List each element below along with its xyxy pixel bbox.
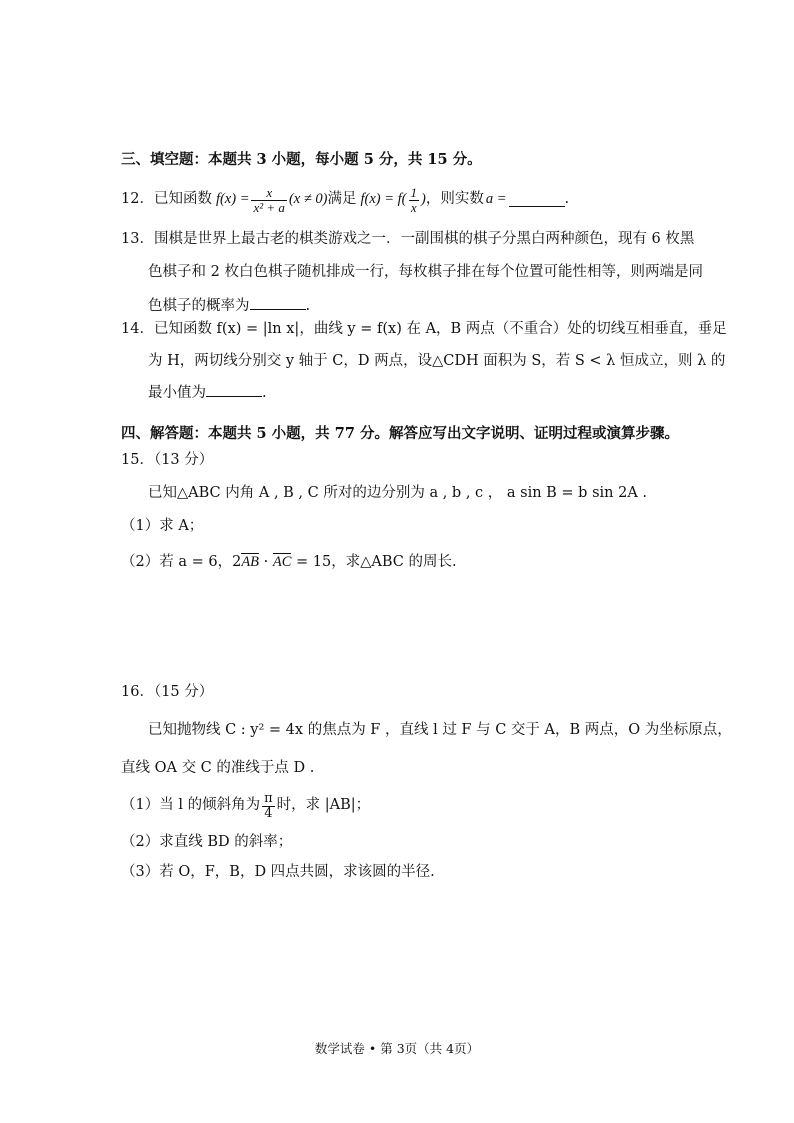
q14-line-3-text: 最小值为 (148, 385, 206, 401)
q15-dot: · (259, 554, 273, 570)
question-12 (121, 182, 569, 218)
q12-eq-denominator: x (410, 199, 417, 215)
q13-line-3 (148, 297, 310, 315)
section-4-header: 四、解答题：本题共 5 小题，共 77 分。解答应写出文字说明、证明过程或演算步骤。 (121, 425, 679, 442)
q12-variable: a = (485, 191, 507, 208)
q14-line-1: 14．已知函数 f(x) = |ln x|，曲线 y = f(x) 在 A，B 两点（不重合）处的切线互相垂直，垂足 (121, 321, 727, 337)
q12-fraction-numerator: x (266, 184, 273, 200)
q14-line-3 (148, 384, 267, 402)
q16-fraction-denominator: 4 (264, 805, 273, 821)
q16-part-1 (121, 788, 370, 824)
q16-part-3: （3）若 O，F，B，D 四点共圆，求该圆的半径. (121, 864, 435, 880)
q16-part-2: （2）求直线 BD 的斜率； (121, 834, 293, 850)
q16-heading: 16．（15 分） (121, 684, 214, 700)
q13-end: . (305, 298, 311, 314)
q12-text-2: 满足 (327, 191, 357, 208)
q12-answer-blank (509, 194, 565, 207)
q12-end: . (564, 191, 570, 208)
q16-stem-line-1: 已知抛物线 C : y² = 4x 的焦点为 F ，直线 l 过 F 与 C 交于 A，B 两点，O 为坐标原点， (148, 722, 732, 738)
q15-heading: 15．（13 分） (121, 452, 214, 468)
q12-equation-rhs: ) (421, 191, 426, 208)
section-3-header: 三、填空题：本题共 3 小题，每小题 5 分，共 15 分。 (121, 151, 482, 168)
q13-line-2: 色棋子和 2 枚白色棋子随机排成一行，每枚棋子排在每个位置可能性相等，则两端是同 (148, 264, 703, 280)
q12-fraction (251, 186, 286, 214)
q12-number: 12． (121, 191, 154, 208)
q14-end: . (262, 385, 267, 401)
q12-eq-numerator: 1 (410, 184, 418, 200)
q14-line-2: 为 H，两切线分别交 y 轴于 C，D 两点，设△CDH 面积为 S，若 S < λ 恒成立，则 λ 的 (148, 353, 726, 369)
q15-vector-ac: AC (272, 554, 292, 570)
q15-part-2-text-a: （2）若 a = 6，2 (121, 554, 242, 570)
q13-answer-blank (250, 297, 306, 310)
q13-line-3-text: 色棋子的概率为 (148, 298, 250, 314)
q15-stem: 已知△ABC 内角 A , B , C 所对的边分别为 a , b , c ， a sin B = b sin 2A . (148, 485, 648, 501)
q12-function-lhs: f(x) = (215, 191, 250, 208)
q16-part-1-text-a: （1）当 l 的倾斜角为 (121, 797, 261, 814)
q16-fraction-numerator: π (264, 790, 273, 806)
page-footer: 数学试卷 • 第 3页（共 4页） (314, 1041, 480, 1056)
q15-part-2 (121, 554, 457, 571)
q15-part-1: （1）求 A； (121, 518, 204, 534)
q12-equation-lhs: f(x) = f( (360, 191, 407, 208)
q15-part-2-text-b: = 15，求△ABC 的周长. (291, 554, 457, 570)
q13-line-1: 13．围棋是世界上最古老的棋类游戏之一．一副围棋的棋子分黑白两种颜色，现有 6 枚黑 (121, 231, 695, 247)
q12-fraction-denominator: x² + a (253, 199, 285, 215)
q16-part-1-text-b: 时，求 |AB|； (276, 797, 371, 814)
q12-equation-fraction (409, 186, 420, 214)
q15-vector-ab: AB (241, 554, 260, 570)
q12-text-1: 已知函数 (153, 191, 212, 208)
q14-answer-blank (206, 384, 262, 397)
q16-stem-line-2: 直线 OA 交 C 的准线于点 D . (121, 760, 315, 776)
q12-condition: (x ≠ 0) (288, 191, 328, 208)
q12-text-3: ，则实数 (425, 191, 484, 208)
q16-angle-fraction (262, 792, 275, 820)
